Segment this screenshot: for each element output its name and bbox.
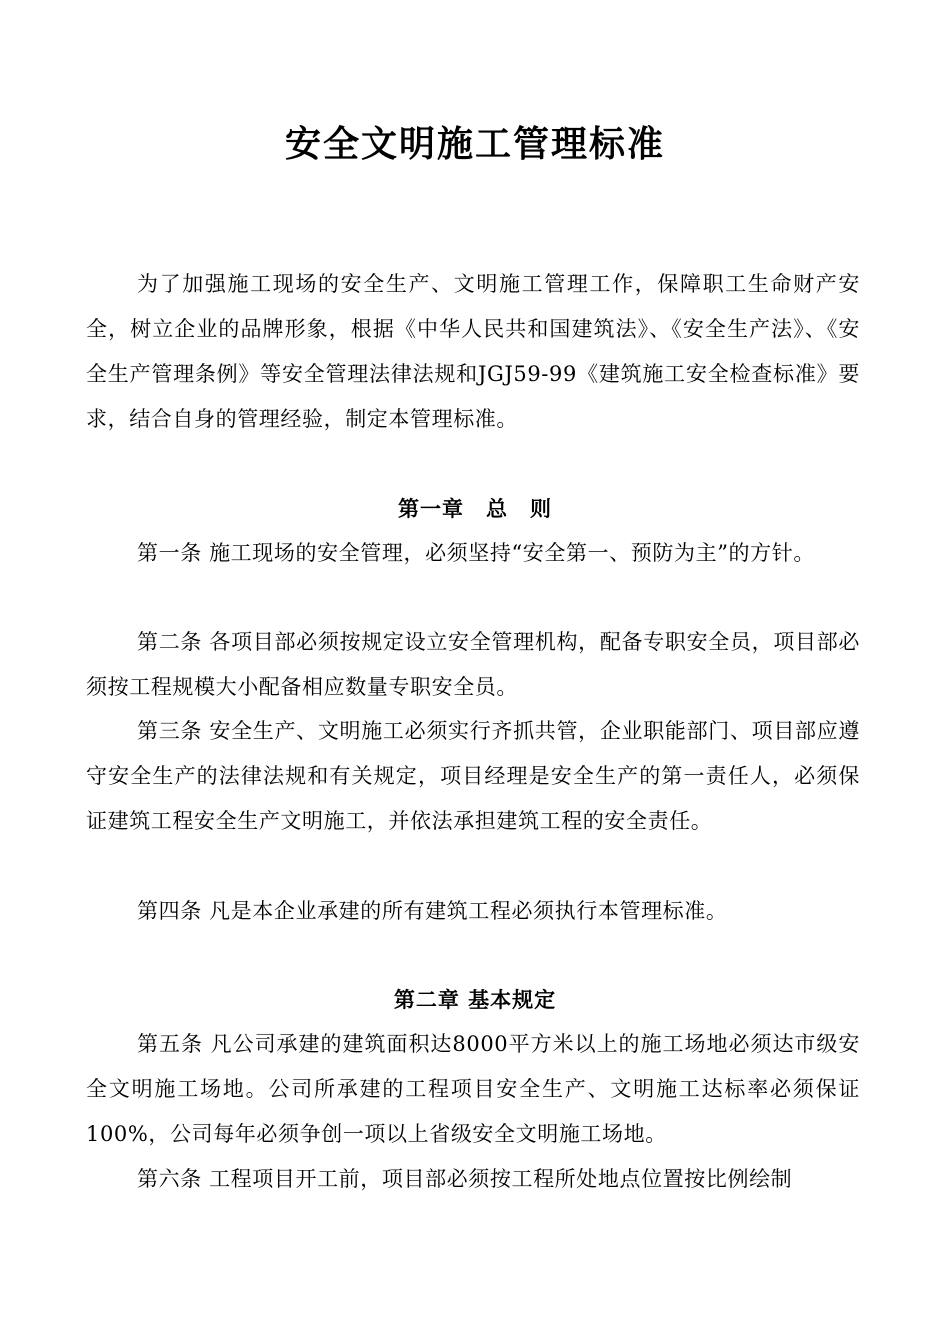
article-4: 第四条 凡是本企业承建的所有建筑工程必须执行本管理标准。 <box>137 899 728 923</box>
chapter-2-heading: 第二章 基本规定 <box>393 987 557 1012</box>
intro-paragraph: 为了加强施工现场的安全生产、文明施工管理工作，保障职工生命财产安全，树立企业的品牌形象，根据《中华人民共和国建筑法》、《安全生产法》、《安全生产管理条例》等安全管理法律法规和JGJ59-99《建筑施工安全检查标准》要求，结合自身的管理经验，制定本管理标准。 <box>86 272 860 431</box>
article-2: 第二条 各项目部必须按规定设立安全管理机构，配备专职安全员，项目部必须按工程规模大小配备相应数量专职安全员。 <box>86 630 860 699</box>
document-title: 安全文明施工管理标准 <box>284 123 665 165</box>
article-6: 第六条 工程项目开工前，项目部必须按工程所处地点位置按比例绘制 <box>137 1167 793 1191</box>
chapter-1-heading: 第一章 总 则 <box>398 496 552 521</box>
article-5: 第五条 凡公司承建的建筑面积达8000平方米以上的施工场地必须达市级安全文明施工场地。公司所承建的工程项目安全生产、文明施工达标率必须保证100%，公司每年必须争创一项以上省级安全文明施工场地。 <box>86 1032 860 1146</box>
article-1: 第一条 施工现场的安全管理，必须坚持“安全第一、预防为主”的方针。 <box>137 541 815 565</box>
article-3: 第三条 安全生产、文明施工必须实行齐抓共管，企业职能部门、项目部应遵守安全生产的法律法规和有关规定，项目经理是安全生产的第一责任人，必须保证建筑工程安全生产文明施工，并依法承担建筑工程的安全责任。 <box>86 719 860 833</box>
